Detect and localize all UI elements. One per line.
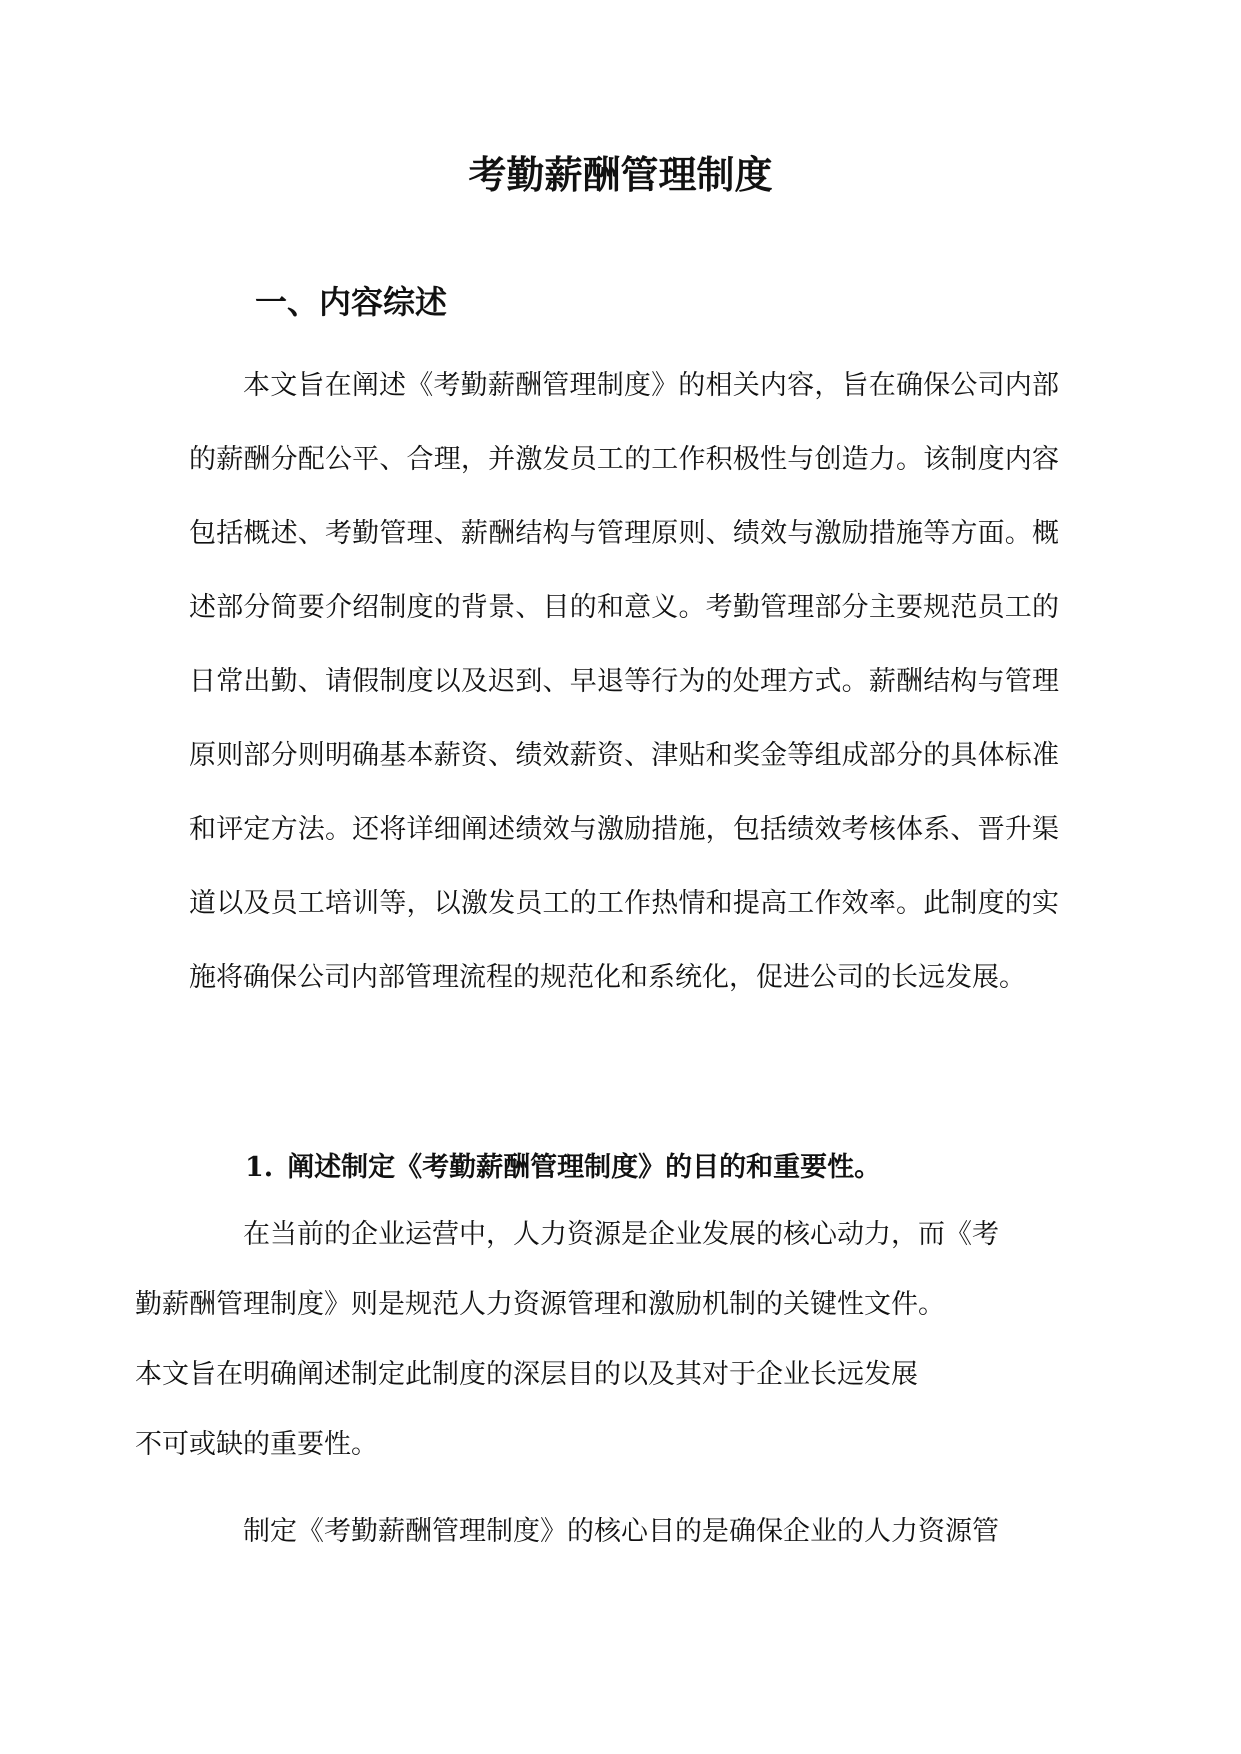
purpose-paragraph-line: 本文旨在明确阐述制定此制度的深层目的以及其对于企业长远发展 (135, 1359, 918, 1390)
purpose-paragraph-line: 勤薪酬管理制度》则是规范人力资源管理和激励机制的关键性文件。 (135, 1289, 945, 1320)
subsection-number: 1. (245, 1152, 274, 1183)
subsection-heading-purpose (245, 1148, 881, 1188)
purpose-paragraph-line: 在当前的企业运营中，人力资源是企业发展的核心动力，而《考 (243, 1219, 999, 1250)
purpose-paragraph-line: 不可或缺的重要性。 (135, 1429, 378, 1460)
core-purpose-paragraph: 制定《考勤薪酬管理制度》的核心目的是确保企业的人力资源管 (243, 1516, 999, 1547)
document-title: 考勤薪酬管理制度 (468, 152, 773, 197)
purpose-paragraph (135, 1200, 1059, 1480)
section-heading-overview: 一、内容综述 (255, 283, 448, 321)
overview-paragraph: 本文旨在阐述《考勤薪酬管理制度》的相关内容，旨在确保公司内部的薪酬分配公平、合理，并激发员工的工作积极性与创造力。该制度内容包括概述、考勤管理、薪酬结构与管理原则、绩效与激励措施等方面。概述部分简要介绍制度的背景、目的和意义。考勤管理部分主要规范员工的日常出勤、请假制度以及迟到、早退等行为的处理方式。薪酬结构与管理原则部分则明确基本薪资、绩效薪资、津贴和奖金等组成部分的具体标准和评定方法。还将详细阐述绩效与激励措施，包括绩效考核体系、晋升渠道以及员工培训等，以激发员工的工作热情和提高工作效率。此制度的实施将确保公司内部管理流程的规范化和系统化，促进公司的长远发展。 (189, 370, 1059, 993)
subsection-heading-text: 阐述制定《考勤薪酬管理制度》的目的和重要性。 (287, 1152, 882, 1183)
